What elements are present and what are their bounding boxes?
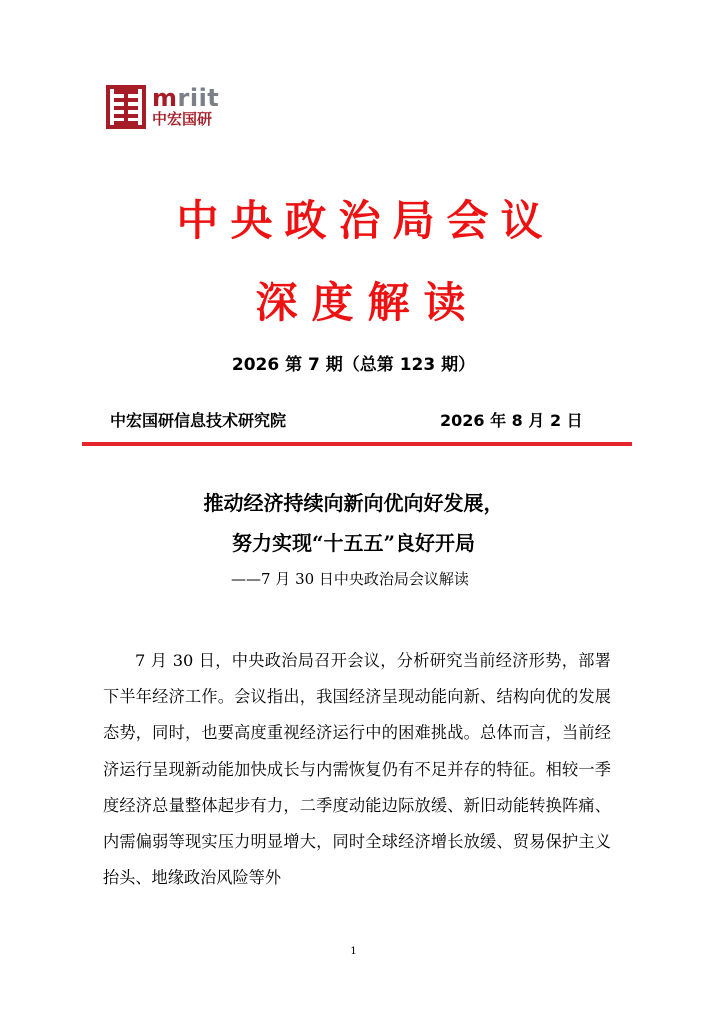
report-title: 中央政治局会议 bbox=[176, 196, 555, 245]
page-number: 1 bbox=[350, 946, 357, 957]
logo-chinese-name: 中宏国研 bbox=[152, 110, 213, 128]
logo-english-name: mriit bbox=[152, 84, 220, 112]
article-headline-line-1: 推动经济持续向新向优向好发展， bbox=[203, 491, 504, 515]
article-paragraph: 7 月 30 日，中央政治局召开会议，分析研究当前经济形势，部署下半年经济工作。会议指出，我国经济呈现动能向新、结构向优的发展态势，同时，也要高度重视经济运行中的困难挑战。总体而言，当前经济运行呈现新动能加快成长与内需恢复仍有不足并存的特征。相较一季度经济总量整体起步有力，二季度动能边际放缓、新旧动能转换阵痛、内需偏弱等现实压力明显增大，同时全球经济增长放缓、贸易保护主义抬头、地缘政治风险等外 bbox=[103, 651, 611, 888]
article-headline-line-2: 努力实现“十五五”良好开局 bbox=[231, 531, 475, 555]
publish-date: 2026 年 8 月 2 日 bbox=[440, 411, 583, 430]
publisher-name: 中宏国研信息技术研究院 bbox=[110, 411, 287, 430]
mriit-logo-mark-icon bbox=[106, 85, 146, 129]
header-divider bbox=[82, 442, 632, 446]
report-subtitle: 深度解读 bbox=[255, 278, 480, 327]
mriit-logo bbox=[106, 84, 219, 130]
issue-number: 2026 第 7 期（总第 123 期） bbox=[231, 355, 476, 375]
article-subhead: ——7 月 30 日中央政治局会议解读 bbox=[231, 570, 469, 588]
